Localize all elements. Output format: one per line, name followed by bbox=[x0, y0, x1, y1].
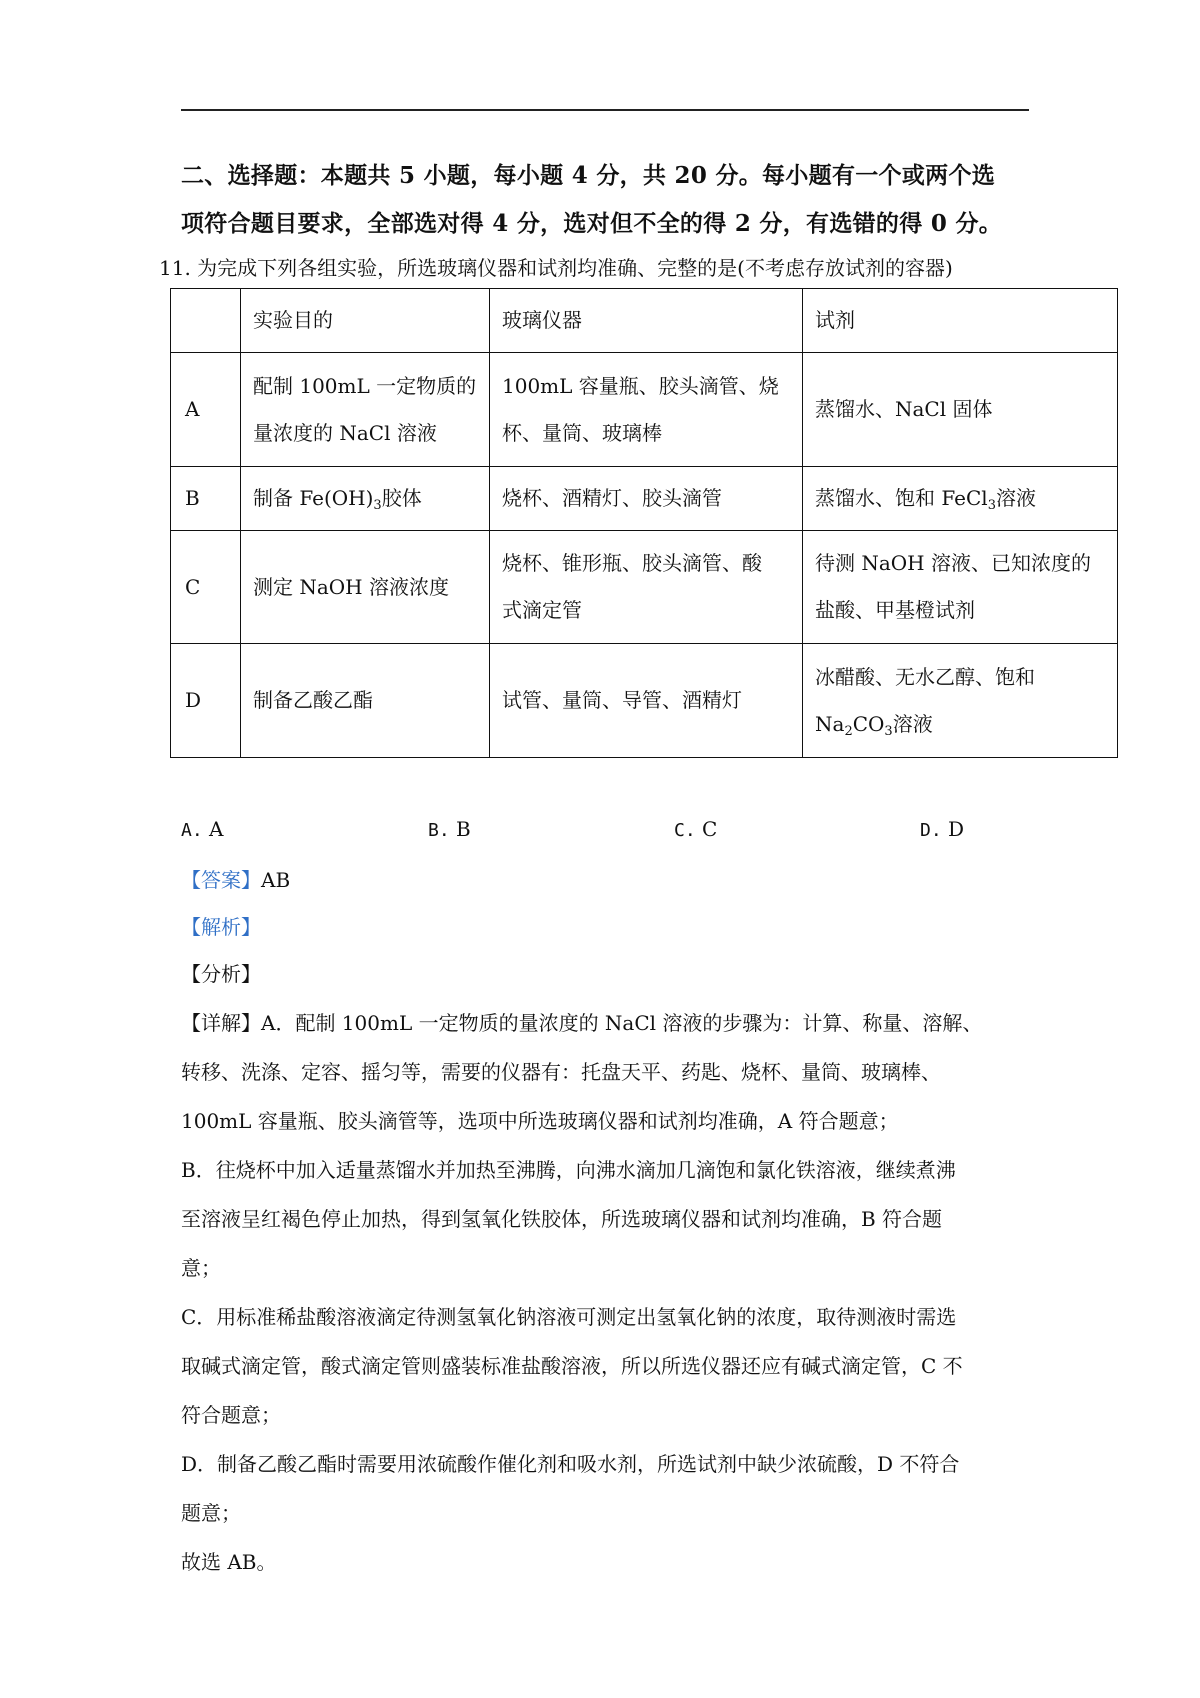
reagents-cell bbox=[803, 644, 1118, 758]
cell-line: 配制 100mL 一定物质的 bbox=[253, 373, 477, 398]
detail-line: C．用标准稀盐酸溶液滴定待测氢氧化钠溶液可测定出氢氧化钠的浓度，取待测液时需选 bbox=[181, 1305, 957, 1329]
cell-text: 蒸馏水、饱和 FeCl bbox=[815, 486, 988, 510]
detail-line: D．制备乙酸乙酯时需要用浓硫酸作催化剂和吸水剂，所选试剂中缺少浓硫酸，D 不符合 bbox=[181, 1452, 960, 1476]
cell-text: Na bbox=[815, 711, 845, 736]
row-label: A bbox=[171, 353, 241, 467]
choice-text: B bbox=[456, 817, 471, 841]
glassware-cell bbox=[490, 644, 803, 758]
cell-line: 烧杯、锥形瓶、胶头滴管、酸 bbox=[502, 551, 762, 575]
row-label: C bbox=[171, 531, 241, 644]
cell-text: 制备 Fe(OH) bbox=[253, 486, 374, 510]
top-rule bbox=[181, 109, 1029, 111]
choice-letter: B. bbox=[428, 820, 450, 841]
header-cell: 玻璃仪器 bbox=[490, 289, 803, 353]
purpose-cell bbox=[241, 644, 490, 758]
detail-line: B．往烧杯中加入适量蒸馏水并加热至沸腾，向沸水滴加几滴饱和氯化铁溶液，继续煮沸 bbox=[181, 1158, 956, 1182]
detail-line: 符合题意； bbox=[181, 1403, 281, 1427]
cell-text: CO bbox=[852, 711, 885, 736]
detail-line: 转移、洗涤、定容、摇匀等，需要的仪器有：托盘天平、药匙、烧杯、量筒、玻璃棒、 bbox=[181, 1060, 941, 1084]
answer-line bbox=[181, 864, 290, 893]
glassware-cell bbox=[490, 353, 803, 467]
reagents-cell bbox=[803, 353, 1118, 467]
cell-line: 测定 NaOH 溶液浓度 bbox=[253, 574, 449, 599]
purpose-cell bbox=[241, 467, 490, 531]
cell-line: 待测 NaOH 溶液、已知浓度的 bbox=[815, 551, 1091, 575]
cell-text: 溶液 bbox=[892, 711, 933, 736]
subscript: 3 bbox=[884, 723, 893, 739]
answer-tag: 【答案】 bbox=[181, 868, 261, 892]
choice-letter: D. bbox=[920, 820, 942, 841]
choice-text: A bbox=[209, 817, 224, 841]
purpose-cell bbox=[241, 353, 490, 467]
question-number: 11. bbox=[159, 256, 191, 280]
cell-line: 烧杯、酒精灯、胶头滴管 bbox=[502, 486, 722, 510]
detail-line: 故选 AB。 bbox=[181, 1550, 277, 1574]
glassware-cell bbox=[490, 467, 803, 531]
header-cell bbox=[171, 289, 241, 353]
cell-text: 胶体 bbox=[381, 486, 422, 510]
subscript: 3 bbox=[987, 498, 996, 513]
question-stem bbox=[159, 252, 953, 281]
header-cell: 实验目的 bbox=[241, 289, 490, 353]
row-label: D bbox=[171, 644, 241, 758]
cell-line: 试管、量筒、导管、酒精灯 bbox=[502, 688, 742, 712]
choice-letter: A. bbox=[181, 820, 203, 841]
header-cell: 试剂 bbox=[803, 289, 1118, 353]
purpose-cell bbox=[241, 531, 490, 644]
choice-d[interactable] bbox=[920, 817, 964, 841]
cell-line: 盐酸、甲基橙试剂 bbox=[815, 598, 975, 622]
cell-line: 100mL 容量瓶、胶头滴管、烧 bbox=[502, 373, 779, 398]
section-heading-line2: 项符合题目要求，全部选对得 4 分，选对但不全的得 2 分，有选错的得 0 分。 bbox=[181, 210, 1003, 237]
section-heading-line1: 二、选择题：本题共 5 小题，每小题 4 分，共 20 分。每小题有一个或两个选 bbox=[181, 162, 996, 189]
table-row bbox=[171, 353, 1118, 467]
analysis-tag: 【解析】 bbox=[181, 915, 261, 939]
detail-line: 100mL 容量瓶、胶头滴管等，选项中所选玻璃仪器和试剂均准确，A 符合题意； bbox=[181, 1109, 899, 1133]
detail-line bbox=[181, 1007, 982, 1036]
cell-line bbox=[815, 701, 1105, 748]
cell-text: 溶液 bbox=[995, 486, 1036, 510]
reagents-cell bbox=[803, 531, 1118, 644]
detail-line: 题意； bbox=[181, 1501, 241, 1525]
choice-text: C bbox=[702, 817, 718, 841]
experiment-table bbox=[170, 288, 1118, 758]
detail-tag: 【详解】 bbox=[181, 1011, 261, 1035]
choice-c[interactable] bbox=[674, 817, 717, 841]
table-row bbox=[171, 531, 1118, 644]
detail-text: A．配制 100mL 一定物质的量浓度的 NaCl 溶液的步骤为：计算、称量、溶解、 bbox=[261, 1011, 983, 1035]
fenxi-tag: 【分析】 bbox=[181, 962, 261, 986]
answer-value: AB bbox=[261, 868, 291, 892]
row-label: B bbox=[171, 467, 241, 531]
detail-line: 取碱式滴定管，酸式滴定管则盛装标准盐酸溶液，所以所选仪器还应有碱式滴定管，C 不 bbox=[181, 1354, 963, 1378]
choice-b[interactable] bbox=[428, 817, 471, 841]
choice-text: D bbox=[948, 817, 965, 841]
cell-line: 蒸馏水、NaCl 固体 bbox=[815, 397, 993, 421]
table-header-row bbox=[171, 289, 1118, 353]
table-row bbox=[171, 467, 1118, 531]
cell-line: 量浓度的 NaCl 溶液 bbox=[253, 420, 437, 445]
cell-line: 制备乙酸乙酯 bbox=[253, 688, 373, 712]
choice-a[interactable] bbox=[181, 817, 224, 841]
cell-line: 杯、量筒、玻璃棒 bbox=[502, 420, 662, 445]
question-text: 为完成下列各组实验，所选玻璃仪器和试剂均准确、完整的是(不考虑存放试剂的容器) bbox=[197, 256, 953, 280]
cell-line: 式滴定管 bbox=[502, 598, 582, 622]
table-row bbox=[171, 644, 1118, 758]
subscript: 2 bbox=[844, 723, 853, 739]
detail-line: 意； bbox=[181, 1256, 221, 1280]
reagents-cell bbox=[803, 467, 1118, 531]
detail-line: 至溶液呈红褐色停止加热，得到氢氧化铁胶体，所选玻璃仪器和试剂均准确，B 符合题 bbox=[181, 1207, 943, 1231]
subscript: 3 bbox=[373, 498, 382, 513]
glassware-cell bbox=[490, 531, 803, 644]
cell-line: 冰醋酸、无水乙醇、饱和 bbox=[815, 664, 1035, 689]
choice-letter: C. bbox=[674, 820, 696, 841]
